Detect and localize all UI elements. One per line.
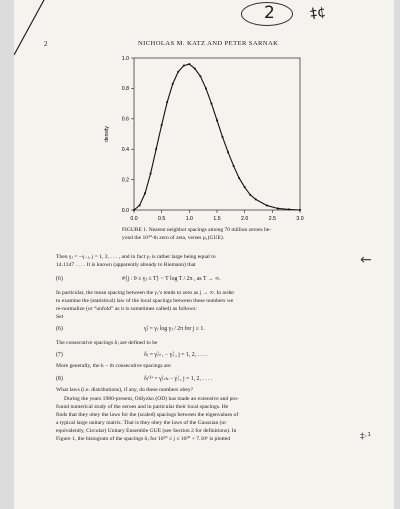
plot-frame bbox=[134, 58, 300, 210]
equation-unfold: γ̃ⱼ = γⱼ log γⱼ / 2π for j ≥ 1. bbox=[144, 326, 205, 332]
x-tick-label: 2.5 bbox=[268, 216, 276, 222]
equation-zero-count: #{j : 0 ≤ γⱼ ≤ T} ~ T log T / 2π , as T → ∞. bbox=[122, 276, 221, 282]
histogram-point bbox=[200, 75, 202, 77]
x-tick-label: 0.5 bbox=[158, 216, 166, 222]
histogram-point bbox=[233, 165, 235, 167]
histogram-point bbox=[238, 177, 240, 179]
equation-number: (6) bbox=[56, 326, 63, 332]
body-line: Figure 1, the histogram of the spacings δⱼ for 10²⁰ ≤ j ≤ 10²⁰ + 7.10⁶ is plotted bbox=[56, 436, 231, 442]
caption-line-2: yond the 10²⁰-th zero of zeta, verses μ₁(GUE). bbox=[122, 235, 225, 241]
body-line: Set bbox=[56, 314, 64, 320]
histogram-point bbox=[139, 205, 141, 207]
histogram-point bbox=[150, 173, 152, 175]
equation-k-spacing: δⱼ⁽ᵏ⁾ = γ̃ⱼ₊ₖ − γ̃ⱼ , j = 1, 2, . . . . bbox=[144, 376, 213, 382]
body-line: equivalently, Circular) Unitary Ensemble GUE (see Section 2 for definitions). In bbox=[56, 428, 237, 434]
body-line: 14.1347 . . . . It is known (apparently already to Riemann) that bbox=[56, 262, 196, 268]
body-line: During the years 1980-present, Odlyzko (OD) has made an extensive and pro- bbox=[64, 396, 239, 402]
histogram-point bbox=[205, 88, 207, 90]
x-tick-label: 0.0 bbox=[130, 216, 138, 222]
histogram-point bbox=[172, 83, 174, 85]
body-line: a typical large unitary matrix. That is they obey the laws of the Gaussian (or bbox=[56, 420, 227, 426]
y-tick-label: 0.4 bbox=[121, 147, 129, 153]
histogram-point bbox=[255, 198, 257, 200]
handwritten-scribble: ‡¢ bbox=[308, 3, 327, 23]
body-line: What laws (i.e. distributions), if any, do these numbers obey? bbox=[56, 387, 194, 393]
histogram-point bbox=[299, 209, 301, 211]
y-tick-label: 0.6 bbox=[121, 116, 129, 123]
x-tick-label: 1.5 bbox=[213, 216, 221, 222]
histogram-point bbox=[133, 209, 135, 211]
histogram-point bbox=[166, 101, 168, 103]
histogram-point bbox=[144, 192, 146, 194]
figure-caption bbox=[122, 226, 271, 242]
x-tick-label: 2.0 bbox=[241, 216, 249, 222]
caption-line-1: FIGURE 1. Nearest neighbor spacings among 70 million zeroes be- bbox=[122, 227, 272, 233]
page-number: 2 bbox=[44, 40, 48, 48]
histogram-point bbox=[183, 65, 185, 67]
histogram-point bbox=[211, 103, 213, 105]
x-tick-label: 1.0 bbox=[185, 216, 193, 222]
gue-density-curve bbox=[134, 64, 300, 210]
equation-spacing: δⱼ = γ̃ⱼ₊₁ − γ̃ⱼ , j = 1, 2, . . . . bbox=[144, 352, 208, 358]
margin-arrow-mark: ← bbox=[360, 252, 372, 268]
body-line: More generally, the k − th consecutive spacings are bbox=[56, 363, 171, 369]
histogram-point bbox=[277, 208, 279, 210]
body-line: The consecutive spacings δⱼ are defined to be bbox=[56, 340, 158, 346]
body-line: In particular, the mean spacing between the γⱼ’s tends to zero as j → ∞. In order bbox=[56, 290, 235, 296]
margin-handwritten-note: ‡·¹ bbox=[360, 432, 371, 442]
y-tick-label: 0.8 bbox=[121, 86, 129, 93]
histogram-point bbox=[227, 151, 229, 153]
paper-page bbox=[14, 0, 394, 509]
x-tick-label: 3.0 bbox=[296, 216, 304, 222]
histogram-point bbox=[177, 71, 179, 73]
equation-number: (6) bbox=[56, 276, 63, 282]
corner-fold-line bbox=[14, 0, 54, 60]
histogram-point bbox=[249, 194, 251, 196]
equation-number: (7) bbox=[56, 352, 63, 358]
y-tick-label: 1.0 bbox=[121, 55, 129, 62]
histogram-point bbox=[155, 148, 157, 150]
y-axis-label: density bbox=[104, 126, 110, 142]
histogram-point bbox=[222, 136, 224, 138]
body-line: Then γⱼ = −γ₋ⱼ, j = 1, 2, . . . , and in fact γⱼ is rather large being equal to bbox=[56, 254, 216, 260]
histogram-point bbox=[288, 208, 290, 210]
handwritten-page-number: 2 bbox=[264, 3, 275, 23]
y-tick-label: 0.2 bbox=[121, 177, 129, 184]
body-line: to examine the (statistical) law of the local spacings between these numbers we bbox=[56, 298, 234, 304]
histogram-point bbox=[161, 124, 163, 126]
histogram-point bbox=[244, 186, 246, 188]
histogram-point bbox=[266, 205, 268, 207]
histogram-point bbox=[216, 119, 218, 121]
running-header: NICHOLAS M. KATZ AND PETER SARNAK bbox=[138, 40, 279, 47]
histogram-point bbox=[194, 68, 196, 70]
y-tick-label: 0.0 bbox=[121, 207, 129, 214]
body-line: found numerical study of the zeroes and in particular their local spacings. He bbox=[56, 404, 229, 410]
body-line: re-normalize (or “unfold” as it is sometimes called) as follows: bbox=[56, 306, 197, 312]
spacing-density-chart bbox=[100, 50, 310, 225]
histogram-point bbox=[188, 63, 190, 65]
body-line: finds that they obey the laws for the (scaled) spacings between the eigenvalues of bbox=[56, 412, 239, 418]
equation-number: (8) bbox=[56, 376, 63, 382]
